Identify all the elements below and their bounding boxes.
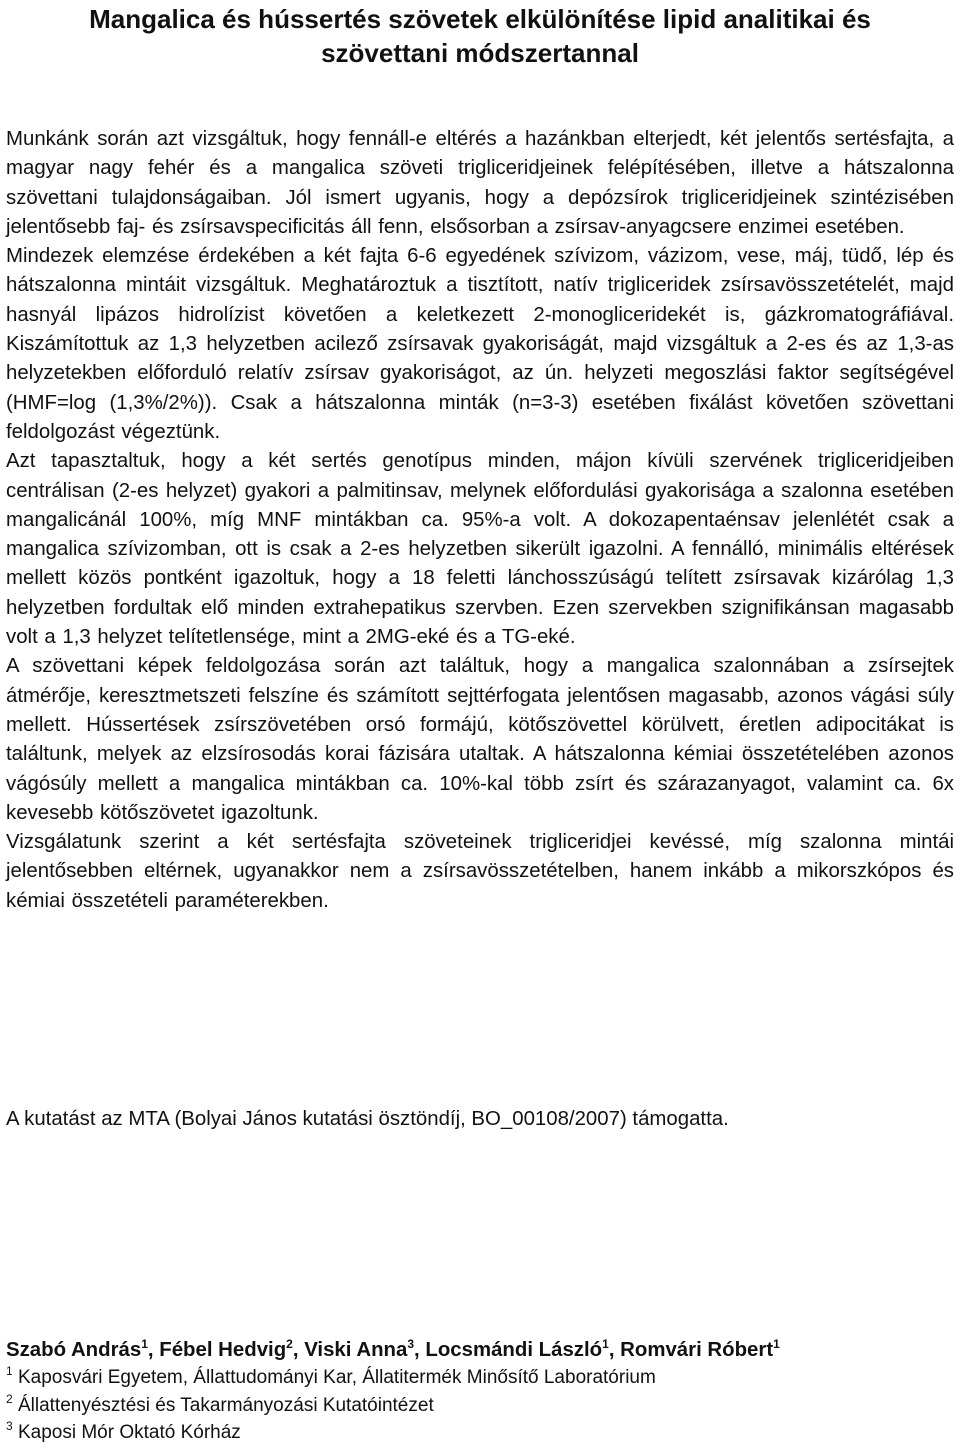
author-separator: ,	[292, 1339, 305, 1361]
author-separator: ,	[608, 1339, 621, 1361]
abstract-paragraph-4: A szövettani képek feldolgozása során azt találtuk, hogy a mangalica szalonnában a zsírsejtek átmérője, keresztmetszeti felszíne és számított sejttérfogata jelentősen magasabb, azonos vágási súly mellett. Hússertések zsírszövetében orsó formájú, kötőszövettel körülvett, éretlen adipocitákat is találtunk, melyek az elzsírosodás korai fázisára utaltak. A hátszalonna kémiai összetételében azonos vágósúly mellett a mangalica mintákban ca. 10%-kal több zsírt és szárazanyagot, valamint ca. 6x kevesebb kötőszövetet igazoltunk.	[6, 655, 954, 824]
author-list	[6, 1336, 954, 1364]
affiliation-list	[6, 1364, 954, 1447]
author-affiliation-marker: 1	[773, 1337, 780, 1351]
affiliation-number: 2	[6, 1391, 13, 1406]
affiliation-item	[6, 1364, 954, 1392]
abstract-body	[6, 125, 954, 916]
author-name: Szabó András	[6, 1339, 142, 1361]
author-name: Fébel Hedvig	[159, 1339, 287, 1361]
author-separator: ,	[414, 1339, 426, 1361]
affiliation-item	[6, 1392, 954, 1420]
abstract-paragraph-1: Munkánk során azt vizsgáltuk, hogy fennáll-e eltérés a hazánkban elterjedt, két jelentős sertésfajta, a magyar nagy fehér és a mangalica szöveti trigliceridjeinek felépítésében, illetve a hátszalonna szövettani tulajdonságaiban. Jól ismert ugyanis, hogy a depózsírok trigliceridjeinek szintézisében jelentősebb faj- és zsírsavspecificitás áll fenn, elsősorban a zsírsav-anyagcsere enzimei esetében.	[6, 128, 954, 238]
author-name: Viski Anna	[304, 1339, 408, 1361]
title-line-2: szövettani módszertannal	[321, 38, 639, 68]
title-line-1: Mangalica és hússertés szövetek elkülönítése lipid analitikai és	[89, 4, 871, 34]
affiliation-number: 1	[6, 1364, 13, 1378]
document-title	[6, 0, 954, 70]
abstract-paragraph-2: Mindezek elemzése érdekében a két fajta 6-6 egyedének szívizom, vázizom, vese, máj, tüdő, lép és hátszalonna mintáit vizsgáltuk. Meghatároztuk a tisztított, natív trigliceridek zsírsavösszetételét, majd hasnyál lipázos hidrolízist követően a keletkezett 2-monogliceridekét is, gázkromatográfiával. Kiszámítottuk az 1,3 helyzetben acilező zsírsavak gyakoriságát, majd vizsgáltuk a 2-es és az 1,3-as helyzetekben előforduló relatív zsírsav gyakoriságot, az ún. helyzeti megoszlási faktor segítségével (HMF=log (1,3%/2%)). Csak a hátszalonna minták (n=3-3) esetében fixálást követően szövettani feldolgozást végeztünk.	[6, 245, 954, 443]
author-affiliation-marker: 3	[407, 1337, 415, 1351]
author-name: Locsmándi László	[425, 1339, 603, 1361]
affiliation-number: 3	[6, 1419, 13, 1433]
affiliation-text: Kaposvári Egyetem, Állattudományi Kar, Állatitermék Minősítő Laboratórium	[17, 1367, 656, 1388]
author-name: Romvári Róbert	[620, 1339, 774, 1361]
affiliation-text: Állattenyésztési és Takarmányozási Kutatóintézet	[17, 1394, 434, 1416]
affiliation-text: Kaposi Mór Oktató Kórház	[17, 1422, 241, 1443]
affiliation-item	[6, 1419, 954, 1447]
author-affiliation-marker: 1	[602, 1337, 609, 1351]
author-affiliation-marker: 1	[141, 1337, 148, 1351]
author-affiliation-marker: 2	[286, 1337, 293, 1351]
abstract-paragraph-5: Vizsgálatunk szerint a két sertésfajta szöveteinek trigliceridjei kevéssé, míg szalonna mintái jelentősebben eltérnek, ugyanakkor nem a zsírsavösszetételben, hanem inkább a mikorszkópos és kémiai összetételi paraméterekben.	[6, 831, 954, 912]
author-separator: ,	[147, 1339, 160, 1361]
funding-acknowledgement: A kutatást az MTA (Bolyai János kutatási ösztöndíj, BO_00108/2007) támogatta.	[6, 1108, 729, 1130]
abstract-paragraph-3: Azt tapasztaltuk, hogy a két sertés genotípus minden, májon kívüli szervének trigliceridjeiben centrálisan (2-es helyzet) gyakori a palmitinsav, melynek előfordulási gyakorisága a szalonna esetében mangalicánál 100%, míg MNF mintákban ca. 95%-a volt. A dokozapentaénsav jelenlétét csak a mangalica szívizomban, ott is csak a 2-es helyzetben sikerült igazolni. A fennálló, minimális eltérések mellett közös pontként igazoltuk, hogy a 18 feletti lánchosszúságú telített zsírsavak kizárólag 1,3 helyzetben fordultak elő minden extrahepatikus szervben. Ezen szervekben szignifikánsan magasabb volt a 1,3 helyzet telítetlensége, mint a 2MG-eké és a TG-eké.	[6, 450, 954, 649]
